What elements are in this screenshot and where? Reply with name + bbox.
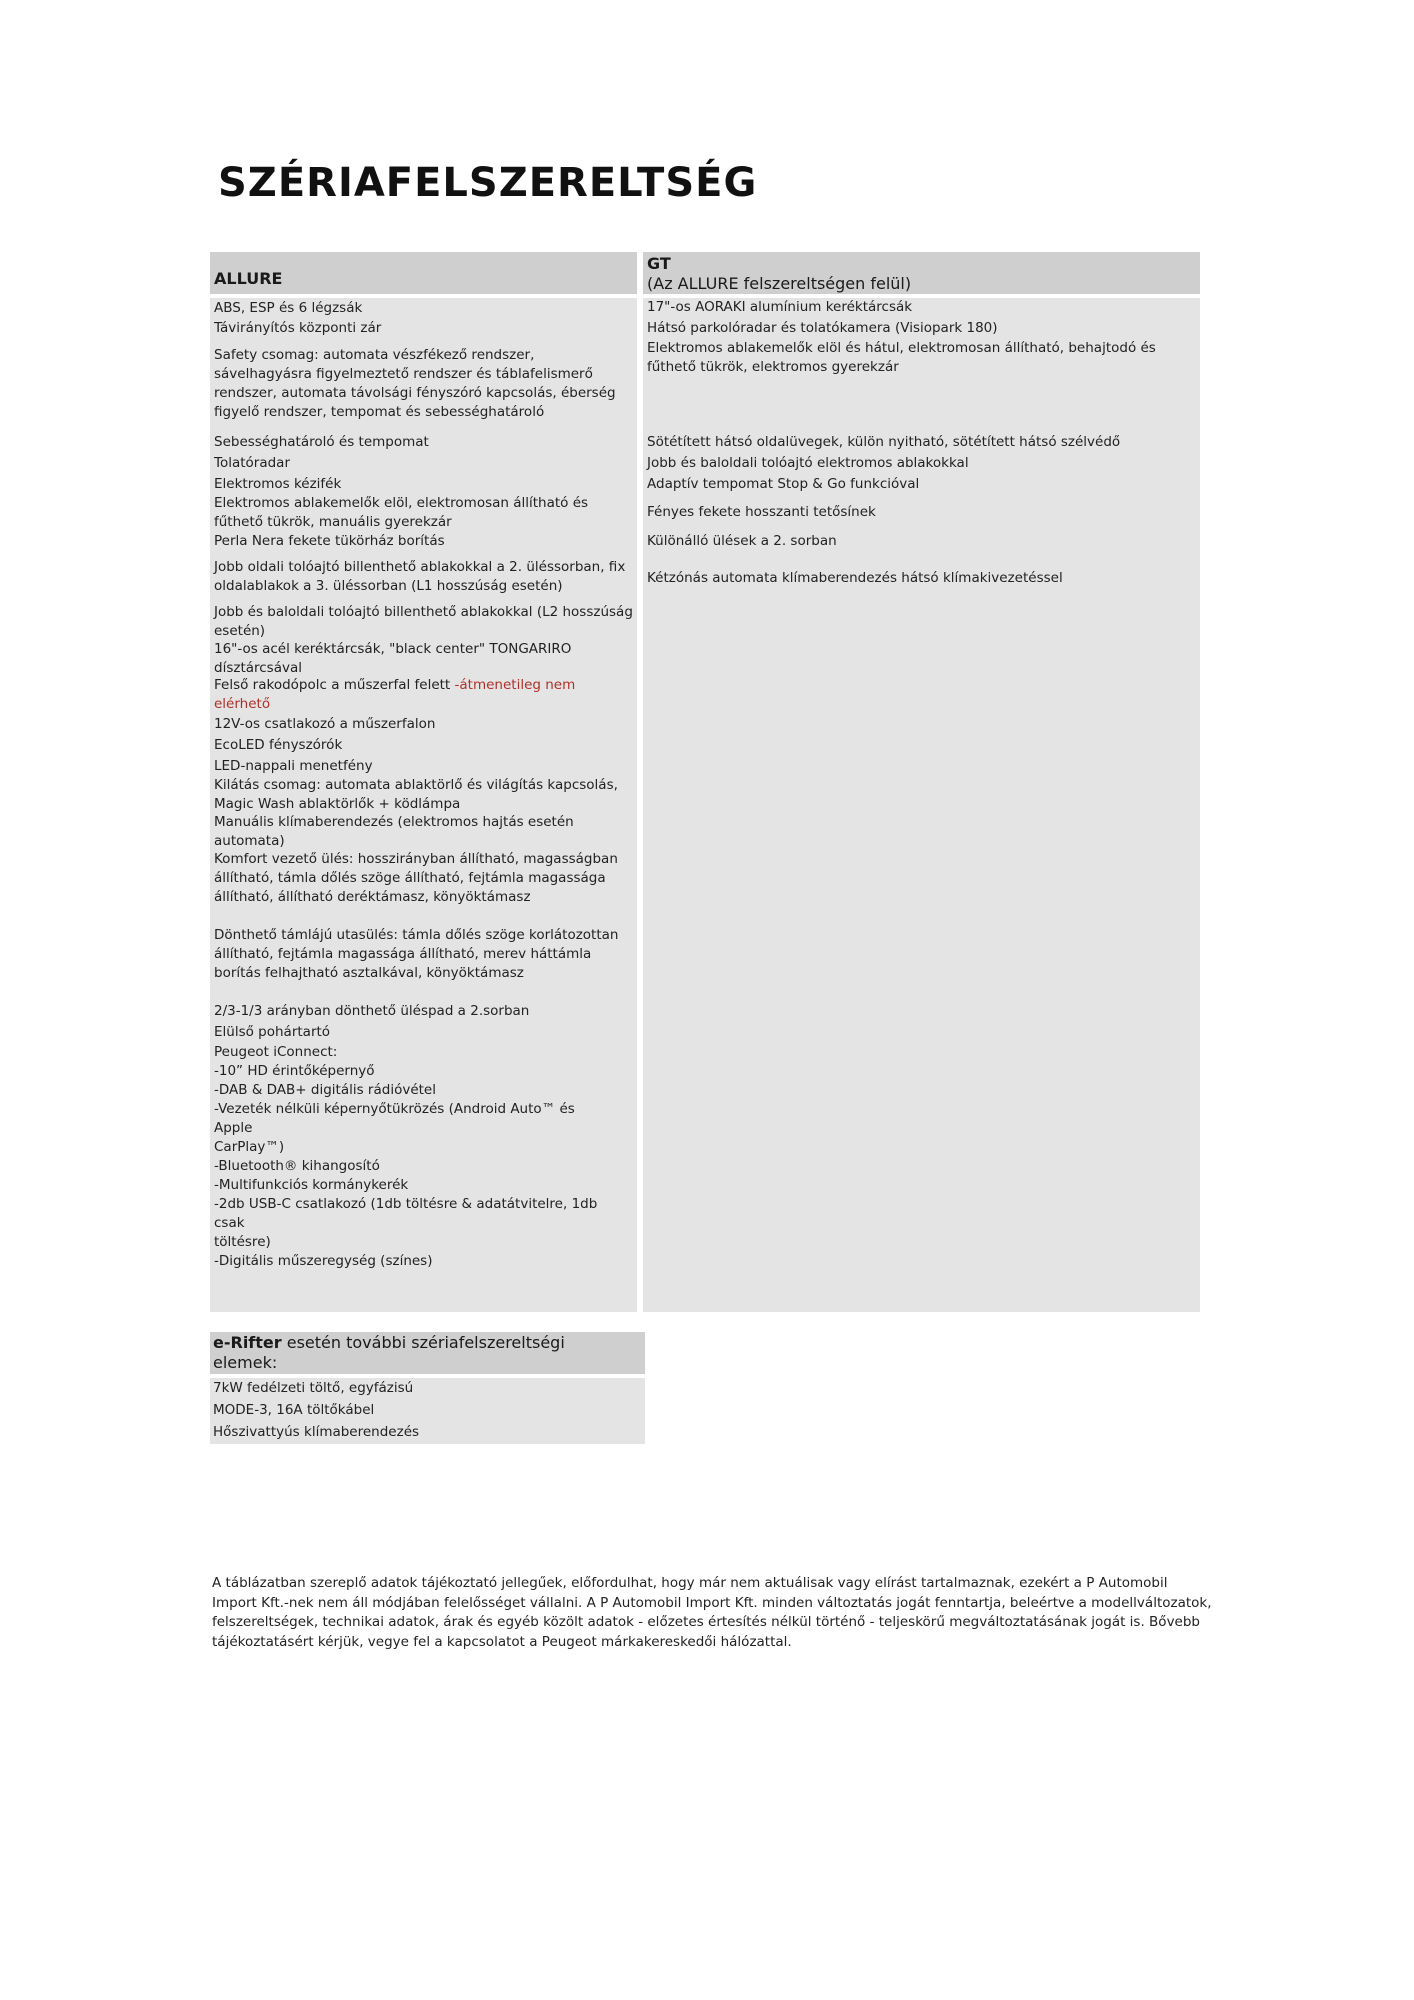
allure-item: Jobb oldali tolóajtó billenthető ablakokkal a 2. üléssorban, fix oldalablakok a 3. üléssorban (L1 hosszúság esetén)	[214, 559, 626, 594]
allure-item	[214, 676, 634, 714]
gt-item: 17"-os AORAKI alumínium keréktárcsák	[647, 299, 913, 315]
allure-header	[210, 252, 637, 294]
allure-item: Peugeot iConnect:	[214, 1044, 338, 1060]
allure-item: -10” HD érintőképernyő	[214, 1063, 375, 1079]
allure-item: -Bluetooth® kihangosító	[214, 1158, 380, 1174]
erifter-heading-bold: e-Rifter	[213, 1333, 282, 1352]
allure-item: 16"-os acél keréktárcsák, "black center" TONGARIRO dísztárcsával	[214, 641, 572, 676]
gt-header	[643, 252, 1200, 294]
equipment-table	[210, 252, 1200, 1312]
allure-item: -Multifunkciós kormánykerék	[214, 1177, 409, 1193]
gt-item: Hátsó parkolóradar és tolatókamera (Visiopark 180)	[647, 320, 998, 336]
erifter-header	[210, 1332, 645, 1374]
allure-item: Komfort vezető ülés: hosszirányban állítható, magasságban állítható, támla dőlés szöge állítható, fejtámla magassága állítható, állítható deréktámasz, könyöktámasz	[214, 851, 618, 905]
erifter-item: 7kW fedélzeti töltő, egyfázisú	[213, 1380, 414, 1396]
allure-item: LED-nappali menetfény	[214, 758, 373, 774]
allure-item: Kilátás csomag: automata ablaktörlő és világítás kapcsolás, Magic Wash ablaktörlők + ködlámpa	[214, 777, 618, 812]
gt-item: Különálló ülések a 2. sorban	[647, 533, 837, 549]
allure-item: -Vezeték nélküli képernyőtükrözés (Android Auto™ és Apple	[214, 1101, 575, 1136]
allure-item: CarPlay™)	[214, 1139, 285, 1155]
allure-item: töltésre)	[214, 1234, 271, 1250]
allure-item: Dönthető támlájú utasülés: támla dőlés szöge korlátozottan állítható, fejtámla magassága állítható, merev háttámla borítás felhajtható asztalkával, könyöktámasz	[214, 927, 619, 981]
gt-item: Sötétített hátsó oldalüvegek, külön nyitható, sötétített hátsó szélvédő	[647, 434, 1121, 450]
allure-item: Elektromos ablakemelők elöl, elektromosan állítható és fűthető tükrök, manuális gyerekzár	[214, 495, 589, 530]
gt-item: Adaptív tempomat Stop & Go funkcióval	[647, 476, 920, 492]
allure-item: Perla Nera fekete tükörház borítás	[214, 533, 445, 549]
allure-item: Távirányítós központi zár	[214, 320, 382, 336]
allure-item-text: Felső rakodópolc a műszerfal felett	[214, 677, 451, 693]
gt-subheading: (Az ALLURE felszereltségen felül)	[647, 274, 912, 293]
allure-item: -DAB & DAB+ digitális rádióvétel	[214, 1082, 436, 1098]
gt-item: Kétzónás automata klímaberendezés hátsó klímakivezetéssel	[647, 570, 1063, 586]
gt-item: Jobb és baloldali tolóajtó elektromos ablakokkal	[647, 455, 969, 471]
allure-item: Manuális klímaberendezés (elektromos hajtás esetén automata)	[214, 814, 574, 849]
erifter-heading-rest: esetén további szériafelszereltségi elemek:	[213, 1333, 565, 1372]
allure-item: Elülső pohártartó	[214, 1024, 331, 1040]
allure-item: ABS, ESP és 6 légzsák	[214, 300, 363, 316]
allure-item: EcoLED fényszórók	[214, 737, 343, 753]
gt-item: Fényes fekete hosszanti tetősínek	[647, 504, 876, 520]
column-divider	[637, 252, 643, 1312]
page-title: SZÉRIAFELSZERELTSÉG	[218, 160, 758, 206]
erifter-table	[210, 1332, 645, 1444]
allure-item: -Digitális műszeregység (színes)	[214, 1253, 433, 1269]
allure-item: Tolatóradar	[214, 455, 291, 471]
allure-heading: ALLURE	[214, 269, 283, 288]
allure-item: Sebességhatároló és tempomat	[214, 434, 429, 450]
allure-item: 12V-os csatlakozó a műszerfalon	[214, 716, 436, 732]
erifter-heading	[213, 1333, 633, 1373]
gt-heading: GT	[647, 254, 671, 273]
erifter-divider	[210, 1374, 645, 1378]
unavailable-note: -átmenetileg nem elérhető	[214, 677, 576, 712]
erifter-item: Hőszivattyús klímaberendezés	[213, 1424, 420, 1440]
allure-item: Jobb és baloldali tolóajtó billenthető ablakokkal (L2 hosszúság esetén)	[214, 604, 633, 639]
erifter-item: MODE-3, 16A töltőkábel	[213, 1402, 375, 1418]
disclaimer-footnote: A táblázatban szereplő adatok tájékoztató jellegűek, előfordulhat, hogy már nem aktuálisak vagy elírást tartalmaznak, ezekért a P Automobil Import Kft.-nek nem áll módjában felelősséget vállalni. A P Automobil Import Kft. minden változtatás jogát fenntartja, beleértve a modellváltozatok, felszereltségek, technikai adatok, árak és egyéb közölt adatok - előzetes értesítés nélkül történő - teljeskörű megváltoztatásának jogát is. Bővebb tájékoztatásért kérjük, vegye fel a kapcsolatot a Peugeot márkakereskedői hálózattal.	[212, 1575, 1212, 1650]
allure-item: Safety csomag: automata vészfékező rendszer, sávelhagyásra figyelmeztető rendszer és táblafelismerő rendszer, automata távolsági fényszóró kapcsolás, éberség figyelő rendszer, tempomat és sebességhatároló	[214, 347, 616, 420]
allure-item: -2db USB-C csatlakozó (1db töltésre & adatátvitelre, 1db csak	[214, 1196, 598, 1231]
gt-item: Elektromos ablakemelők elöl és hátul, elektromosan állítható, behajtodó és fűthető tükrök, elektromos gyerekzár	[647, 340, 1156, 375]
allure-item: 2/3-1/3 arányban dönthető üléspad a 2.sorban	[214, 1003, 530, 1019]
allure-item: Elektromos kézifék	[214, 476, 342, 492]
